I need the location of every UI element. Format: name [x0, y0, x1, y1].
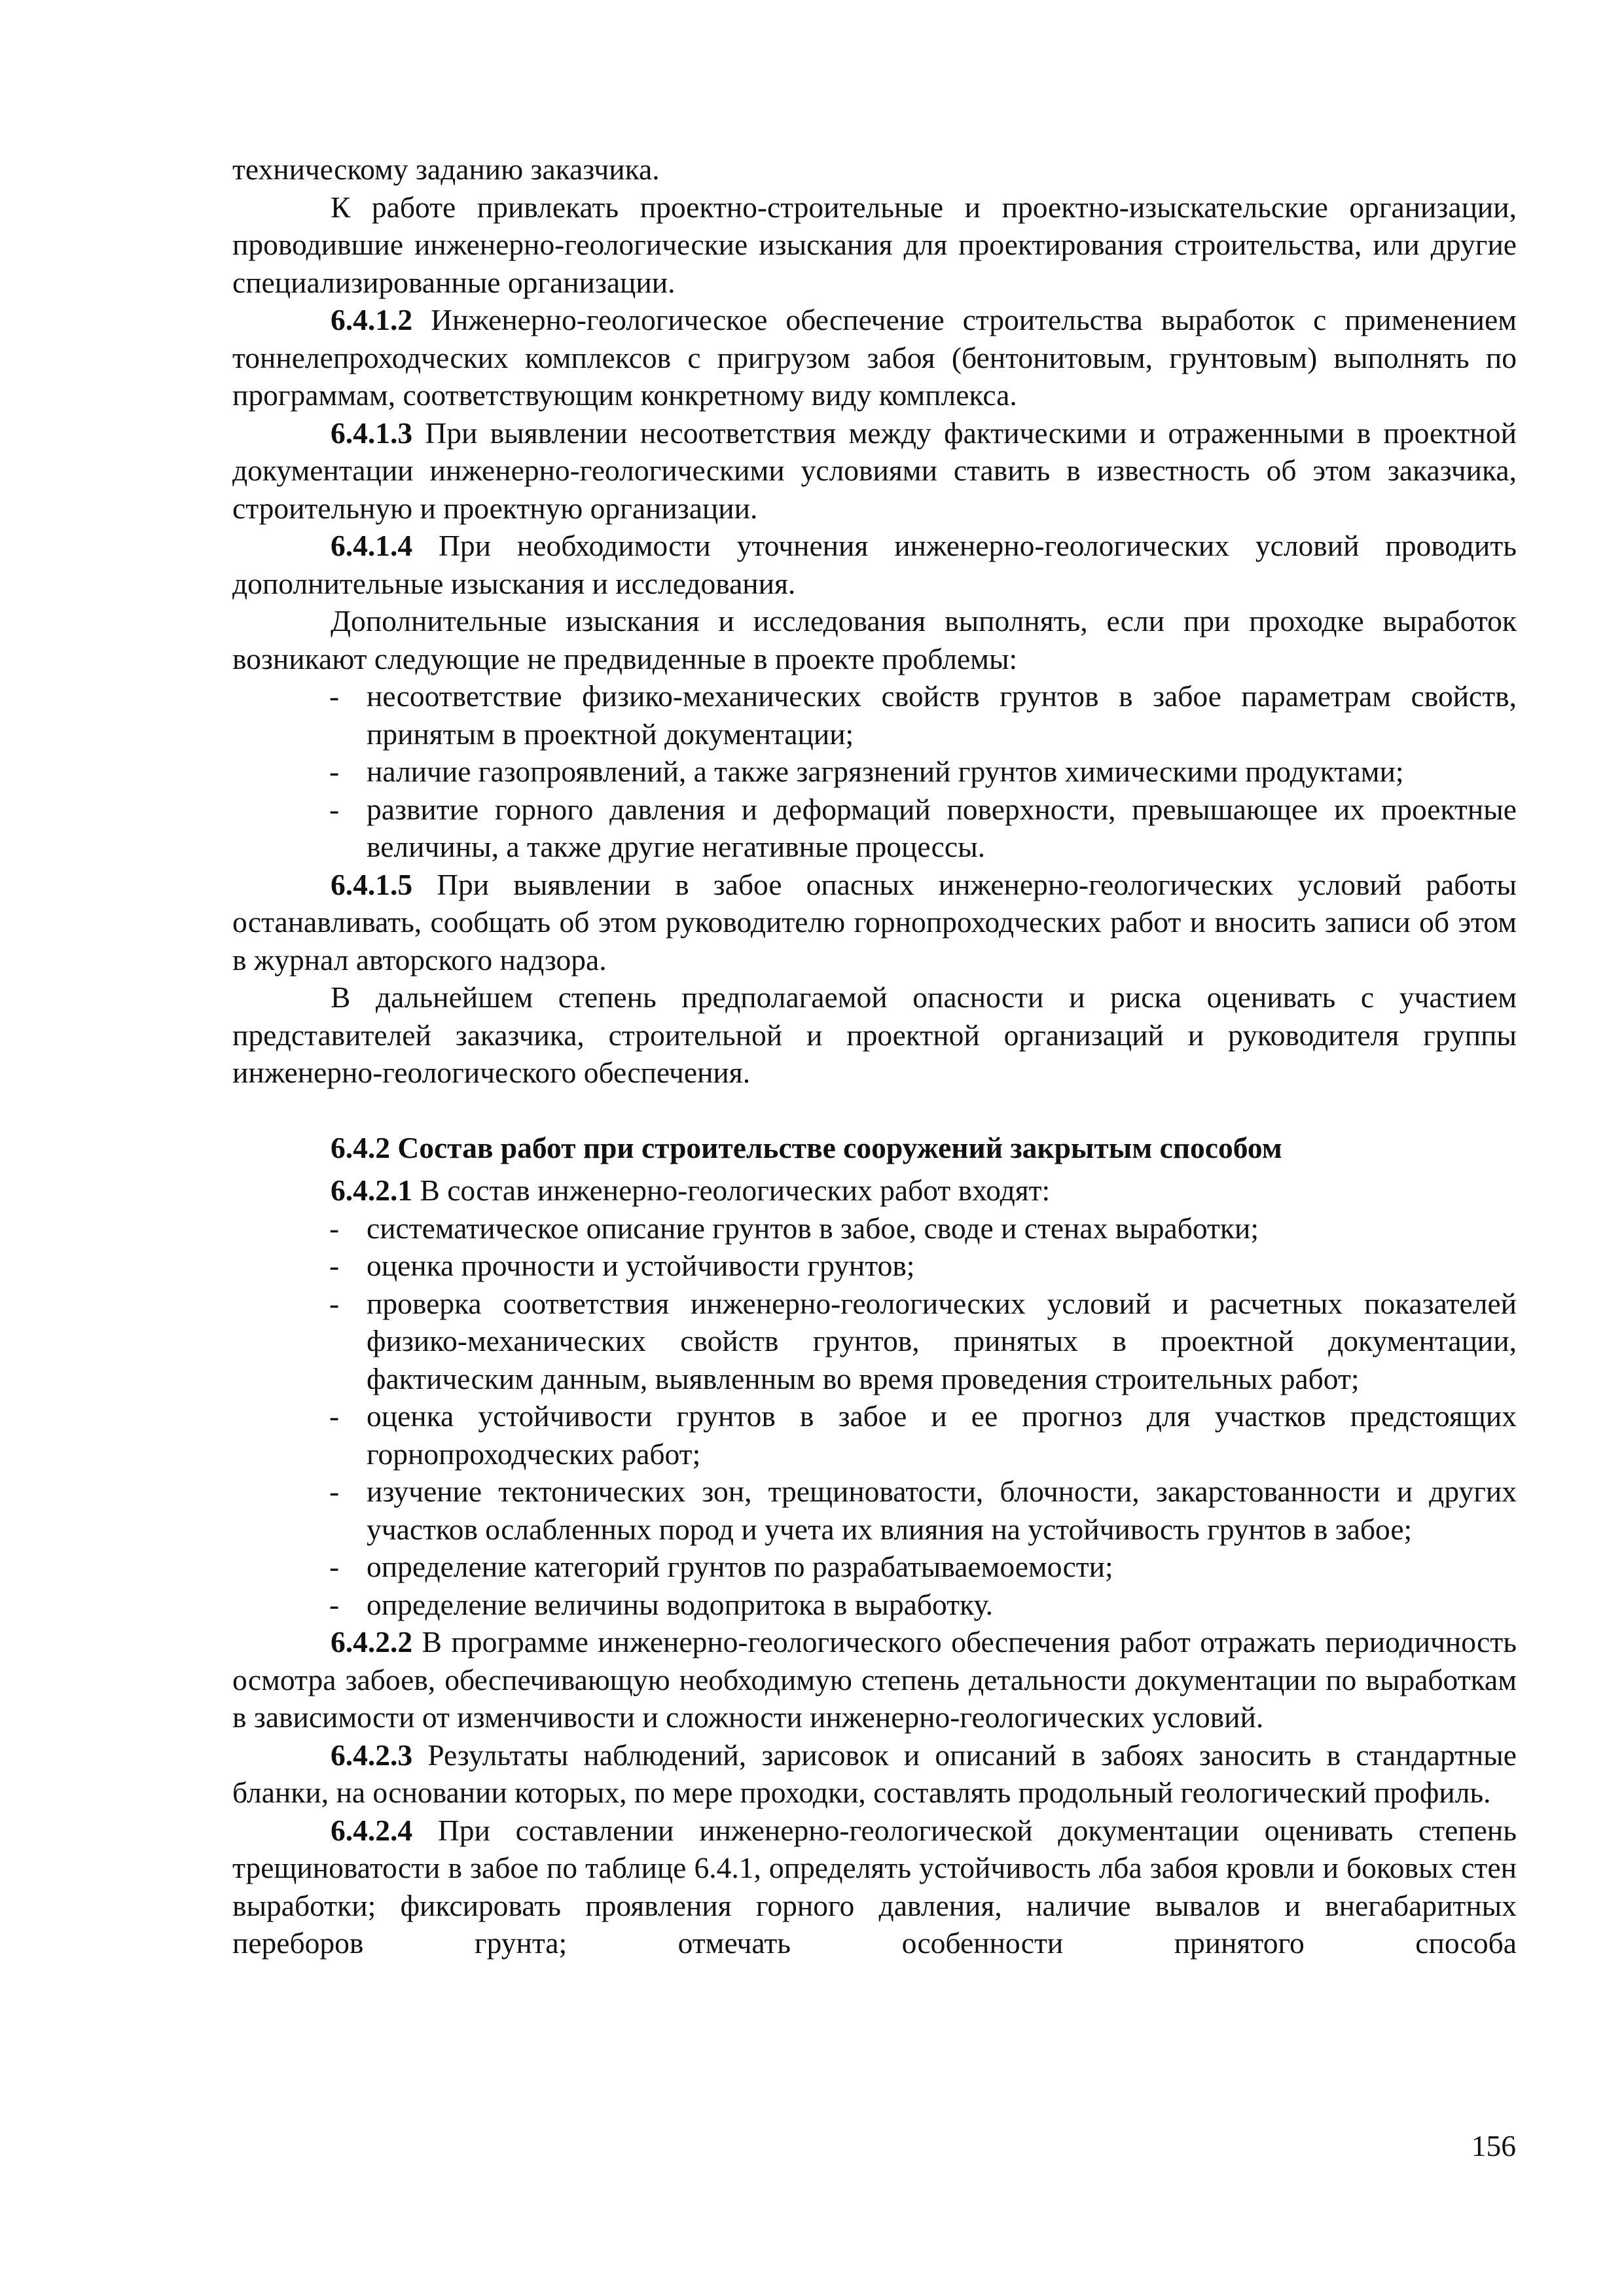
section-6-4-2-1	[232, 1172, 1517, 1210]
list-item: - оценка устойчивости грунтов в забое и ее прогноз для участков предстоящих горнопроходческих работ;	[329, 1399, 1517, 1471]
paragraph-additional-surveys: Дополнительные изыскания и исследования выполнять, если при проходке выработок возникают следующие не предвиденные в проекте проблемы:	[232, 604, 1517, 675]
paragraph-intro-end: техническому заданию заказчика.	[232, 152, 660, 186]
section-number: 6.4.1.2	[331, 303, 413, 336]
section-text: При выявлении несоответствия между фактическими и отраженными в проектной документации инженерно-геологическими условиями ставить в известность об этом заказчика, строительную и проектную организации.	[232, 416, 1517, 525]
section-text: При выявлении в забое опасных инженерно-геологических условий работы останавливать, сообщать об этом руководителю горнопроходческих работ и вносить записи об этом в журнал авторского надзора.	[232, 867, 1517, 977]
works-list	[232, 1210, 1517, 1624]
paragraph-risk-assessment: В дальнейшем степень предполагаемой опасности и риска оценивать с участием представителей заказчика, строительной и проектной организаций и руководителя группы инженерно-геологического обеспечения.	[232, 980, 1517, 1089]
section-6-4-2-2	[232, 1623, 1517, 1736]
paragraph-organizations: К работе привлекать проектно-строительные и проектно-изыскательские организации, проводившие инженерно-геологические изыскания для проектирования строительства, или другие специализированные организации.	[232, 190, 1517, 299]
section-6-4-1-2	[232, 301, 1517, 414]
document-page	[232, 151, 1517, 1962]
section-text: При составлении инженерно-геологической документации оценивать степень трещиноватости в забое по таблице 6.4.1, определять устойчивость лба забоя кровли и боковых стен выработки; фиксировать проявления горного давления, наличие вывалов и внегабаритных переборов грунта; отмечать особенности принятого способа	[232, 1813, 1517, 1960]
list-item: - проверка соответствия инженерно-геологических условий и расчетных показателей физико-механических свойств грунтов, принятых в проектной документации, фактическим данным, выявленным во время проведения строительных работ;	[329, 1286, 1517, 1395]
list-item: - систематическое описание грунтов в забое, своде и стенах выработки;	[329, 1211, 1259, 1245]
page-number: 156	[1471, 2129, 1516, 2162]
section-heading-6-4-2: 6.4.2 Состав работ при строительстве сооружений закрытым способом	[331, 1130, 1282, 1164]
section-number: 6.4.1.5	[331, 867, 413, 901]
section-text: Инженерно-геологическое обеспечение строительства выработок с применением тоннелепроходческих комплексов с пригрузом забоя (бентонитовым, грунтовым) выполнять по программам, соответствующим конкретному виду комплекса.	[232, 303, 1517, 412]
section-number: 6.4.2.4	[331, 1813, 413, 1847]
list-item: - определение категорий грунтов по разрабатываемоемости;	[329, 1550, 1113, 1583]
section-number: 6.4.1.3	[331, 416, 413, 450]
list-item: - несоответствие физико-механических свойств грунтов в забое параметрам свойств, принятым в проектной документации;	[329, 679, 1517, 751]
section-text: В программе инженерно-геологического обеспечения работ отражать периодичность осмотра забоев, обеспечивающую необходимую степень детальности документации по выработкам в зависимости от изменчивости и сложности инженерно-геологических условий.	[232, 1625, 1517, 1734]
list-item: - определение величины водопритока в выработку.	[329, 1587, 994, 1621]
section-number: 6.4.2.3	[331, 1738, 413, 1772]
section-6-4-1-3	[232, 414, 1517, 528]
section-number: 6.4.1.4	[331, 529, 413, 562]
section-6-4-1-5	[232, 866, 1517, 979]
section-6-4-1-4	[232, 527, 1517, 602]
section-text: Результаты наблюдений, зарисовок и описаний в забоях заносить в стандартные бланки, на основании которых, по мере проходки, составлять продольный геологический профиль.	[232, 1738, 1517, 1809]
section-number: 6.4.2.1	[331, 1174, 413, 1207]
section-6-4-2-3	[232, 1736, 1517, 1812]
section-6-4-2-4	[232, 1812, 1517, 1962]
section-text: При необходимости уточнения инженерно-геологических условий проводить дополнительные изыскания и исследования.	[232, 529, 1517, 600]
list-item: - развитие горного давления и деформаций поверхности, превышающее их проектные величины, а также другие негативные процессы.	[329, 792, 1517, 863]
list-item: - изучение тектонических зон, трещиноватости, блочности, закарстованности и других участков ослабленных пород и учета их влияния на устойчивость грунтов в забое;	[329, 1475, 1517, 1546]
list-item: - наличие газопроявлений, а также загрязнений грунтов химическими продуктами;	[329, 755, 1404, 788]
list-item: - оценка прочности и устойчивости грунтов;	[329, 1249, 915, 1282]
section-number: 6.4.2.2	[331, 1625, 413, 1659]
section-text: В состав инженерно-геологических работ входят:	[412, 1174, 1051, 1207]
problems-list	[232, 677, 1517, 866]
